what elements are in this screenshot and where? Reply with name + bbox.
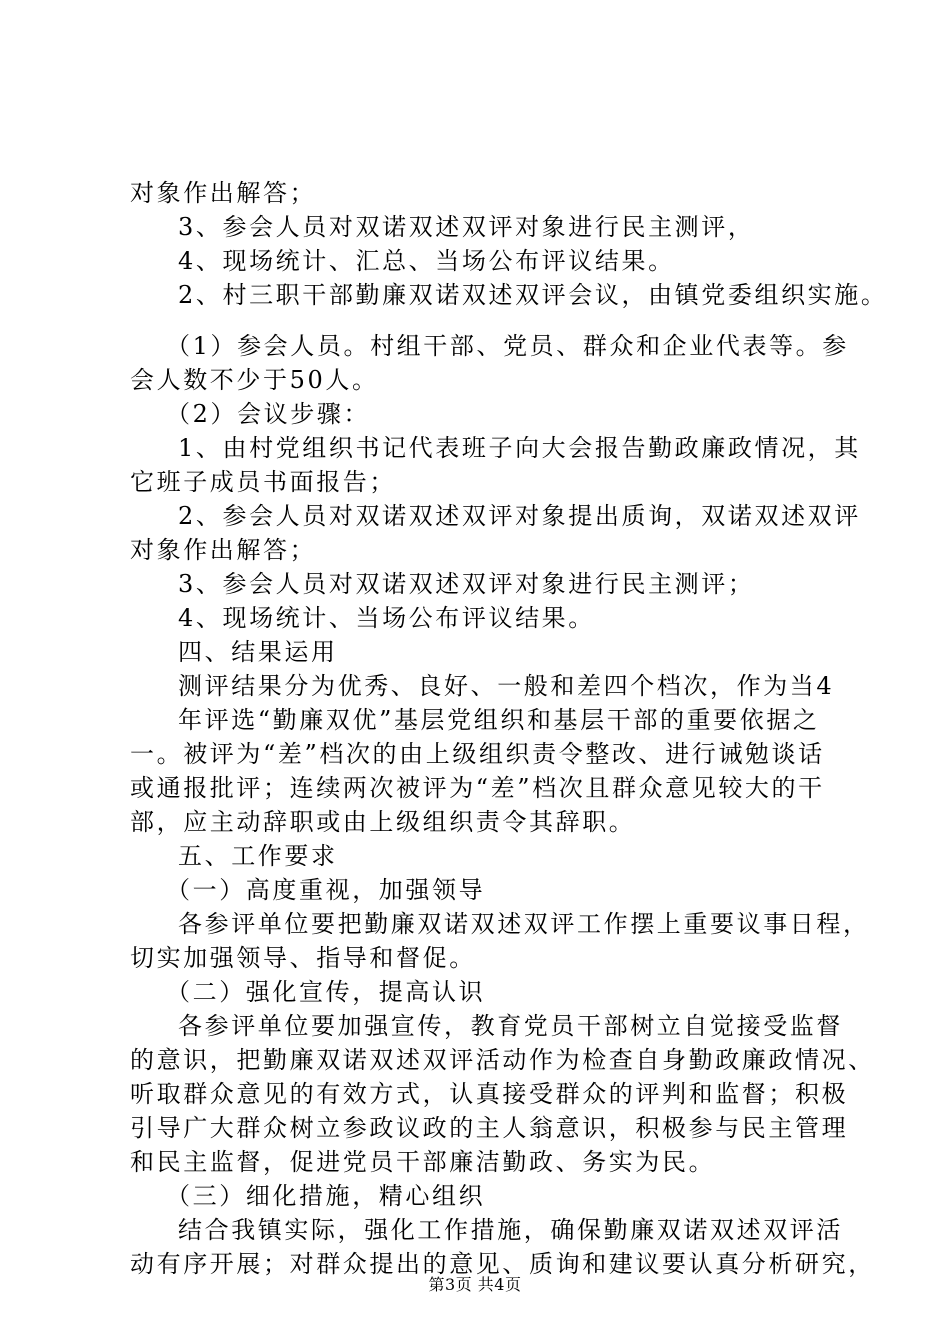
text-line: 听取群众意见的有效方式，认真接受群众的评判和监督；积极 [130,1080,849,1108]
text-line: 测评结果分为优秀、良好、一般和差四个档次，作为当4 [178,672,835,700]
section-heading: 五、工作要求 [178,842,338,870]
text-line: 切实加强领导、指导和督促。 [130,944,476,972]
text-line: 的意识，把勤廉双诺双述双评活动作为检查自身勤政廉政情况、 [130,1046,875,1074]
text-line: 2、参会人员对双诺双述双评对象提出质询，双诺双述双评 [178,502,861,530]
text-line: 年评选“勤廉双优”基层党组织和基层干部的重要依据之 [178,706,820,734]
text-line: 3、参会人员对双诺双述双评对象进行民主测评； [178,570,755,598]
text-line: 4、现场统计、当场公布评议结果。 [178,604,595,632]
subsection-heading: （一）高度重视，加强领导 [166,876,486,904]
text-line: 一。被评为“差”档次的由上级组织责令整改、进行诫勉谈话 [130,740,825,768]
text-line: 它班子成员书面报告； [130,468,396,496]
text-line: 2、村三职干部勤廉双诺双述双评会议，由镇党委组织实施。 [178,281,888,309]
subsection-heading: （二）强化宣传，提高认识 [166,978,486,1006]
text-line: 3、参会人员对双诺双述双评对象进行民主测评， [178,213,755,241]
text-line: 1、由村党组织书记代表班子向大会报告勤政廉政情况，其 [178,434,861,462]
text-line: 会人数不少于50人。 [130,366,379,394]
text-line: （2）会议步骤： [166,400,371,428]
text-line: 或通报批评；连续两次被评为“差”档次且群众意见较大的干 [130,774,825,802]
text-line: 动有序开展；对群众提出的意见、质询和建议要认真分析研究， [130,1250,875,1278]
text-line: 对象作出解答； [130,179,317,207]
text-line: 4、现场统计、汇总、当场公布评议结果。 [178,247,675,275]
text-line: 部，应主动辞职或由上级组织责令其辞职。 [130,808,636,836]
subsection-heading: （三）细化措施，精心组织 [166,1182,486,1210]
section-heading: 四、结果运用 [178,638,338,666]
text-line: 和民主监督，促进党员干部廉洁勤政、务实为民。 [130,1148,716,1176]
text-line: 对象作出解答； [130,536,317,564]
page-number-footer: 第3页 共4页 [428,1275,522,1294]
text-line: （1）参会人员。村组干部、党员、群众和企业代表等。参 [166,332,849,360]
text-line: 各参评单位要把勤廉双诺双述双评工作摆上重要议事日程， [178,910,870,938]
text-line: 引导广大群众树立参政议政的主人翁意识，积极参与民主管理 [130,1114,849,1142]
text-line: 各参评单位要加强宣传，教育党员干部树立自觉接受监督 [178,1012,843,1040]
text-line: 结合我镇实际，强化工作措施，确保勤廉双诺双述双评活 [178,1216,843,1244]
